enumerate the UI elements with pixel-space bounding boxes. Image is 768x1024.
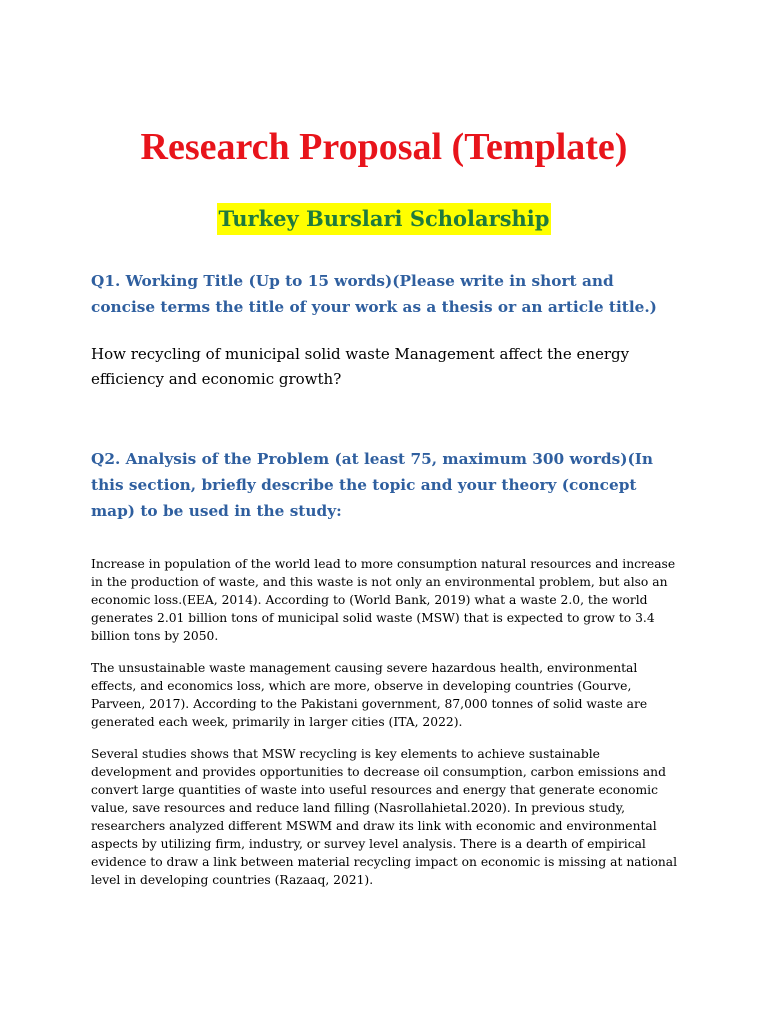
question-2-heading: Q2. Analysis of the Problem (at least 75, maximum 300 words)(In this section, briefly describe the topic and your theory (concept map) to be used in the study: (91, 450, 653, 520)
document-title: Research Proposal (Template) (140, 126, 628, 168)
document-subtitle: Turkey Burslari Scholarship (217, 203, 552, 235)
question-1-heading: Q1. Working Title (Up to 15 words)(Please write in short and concise terms the title of your work as a thesis or an article title.) (91, 272, 657, 316)
subtitle-container (0, 203, 768, 235)
question-1-answer: How recycling of municipal solid waste Management affect the energy efficiency and economic growth? (91, 345, 630, 388)
question-2-paragraph-1: Increase in population of the world lead to more consumption natural resources and increase in the production of waste, and this waste is not only an environmental problem, but also an economic loss.(EEA, 2014). According to (World Bank, 2019) what a waste 2.0, the world generates 2.01 billion tons of municipal solid waste (MSW) that is expected to grow to 3.4 billion tons by 2050. (91, 557, 676, 643)
question-2-paragraph-2: The unsustainable waste management causing severe hazardous health, environmental effects, and economics loss, which are more, observe in developing countries (Gourve, Parveen, 2017). According to the Pakistani government, 87,000 tonnes of solid waste are generated each week, primarily in larger cities (ITA, 2022). (91, 661, 648, 729)
question-2-paragraph-3: Several studies shows that MSW recycling is key elements to achieve sustainable development and provides opportunities to decrease oil consumption, carbon emissions and convert large quantities of waste into useful resources and energy that generate economic value, save resources and reduce land filling (Nasrollahietal.2020). In previous study, researchers analyzed different MSWM and draw its link with economic and environmental aspects by utilizing firm, industry, or survey level analysis. There is a dearth of empirical evidence to draw a link between material recycling impact on economic is missing at national level in developing countries (Razaaq, 2021). (91, 747, 678, 887)
